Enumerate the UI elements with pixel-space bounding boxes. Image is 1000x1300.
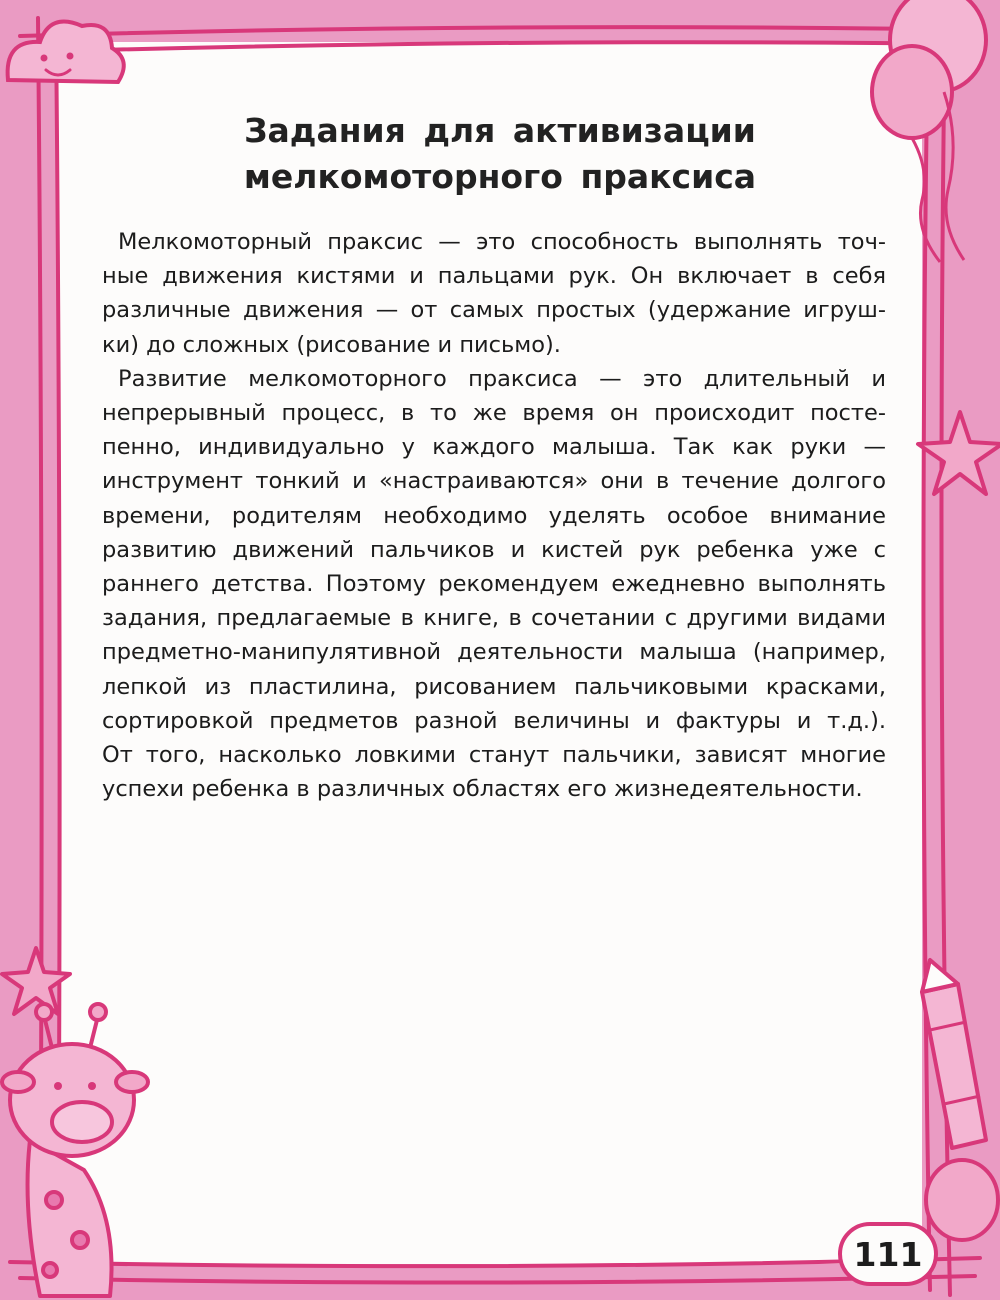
text-line: инструмент тонкий и «настраиваются» они в течение долгого — [102, 468, 886, 495]
text-line: задания, предлагаемые в книге, в сочетании с другими видами — [102, 605, 886, 632]
title-line-1: Задания для активизации — [244, 111, 756, 150]
text-line: ные движения кистями и пальцами рук. Он включает в себя — [102, 263, 886, 290]
paragraph-1 — [102, 225, 886, 362]
text-line: пенно, индивидуально у каждого малыша. Так как руки — — [102, 434, 886, 461]
page-title — [90, 108, 910, 200]
text-line: сортировкой предметов разной величины и фактуры и т.д.). — [102, 707, 886, 734]
text-line: лепкой из пластилина, рисованием пальчиковыми красками, — [102, 673, 886, 700]
cloud-icon — [8, 22, 124, 82]
text-line: Развитие мелкомоторного праксиса — это длительный и — [118, 365, 886, 392]
star-icon — [918, 412, 1000, 494]
text-line: времени, родителям необходимо уделять особое внимание — [102, 502, 886, 529]
page-number: 111 — [838, 1222, 938, 1286]
title-line-2: мелкомоторного праксиса — [243, 157, 757, 196]
paragraph-2 — [102, 362, 886, 807]
text-line: ки) до сложных (рисование и письмо). — [102, 331, 561, 358]
text-line: различные движения — от самых простых (удержание игруш- — [102, 297, 886, 324]
text-line: успехи ребенка в различных областях его жизнедеятельности. — [102, 776, 863, 803]
text-line: Мелкомоторный праксис — это способность выполнять точ- — [118, 229, 886, 255]
text-line: раннего детства. Поэтому рекомендуем ежедневно выполнять — [102, 571, 886, 598]
body-text — [102, 225, 886, 806]
text-line: развитию движений пальчиков и кистей рук ребенка уже с — [102, 536, 886, 563]
pencil-icon — [922, 960, 986, 1148]
text-line: От того, насколько ловкими станут пальчики, зависят многие — [102, 742, 886, 769]
text-line: непрерывный процесс, в то же время он происходит посте- — [102, 400, 886, 427]
balloon-icon — [926, 1160, 998, 1240]
text-line: предметно-манипулятивной деятельности малыша (например, — [102, 639, 886, 666]
